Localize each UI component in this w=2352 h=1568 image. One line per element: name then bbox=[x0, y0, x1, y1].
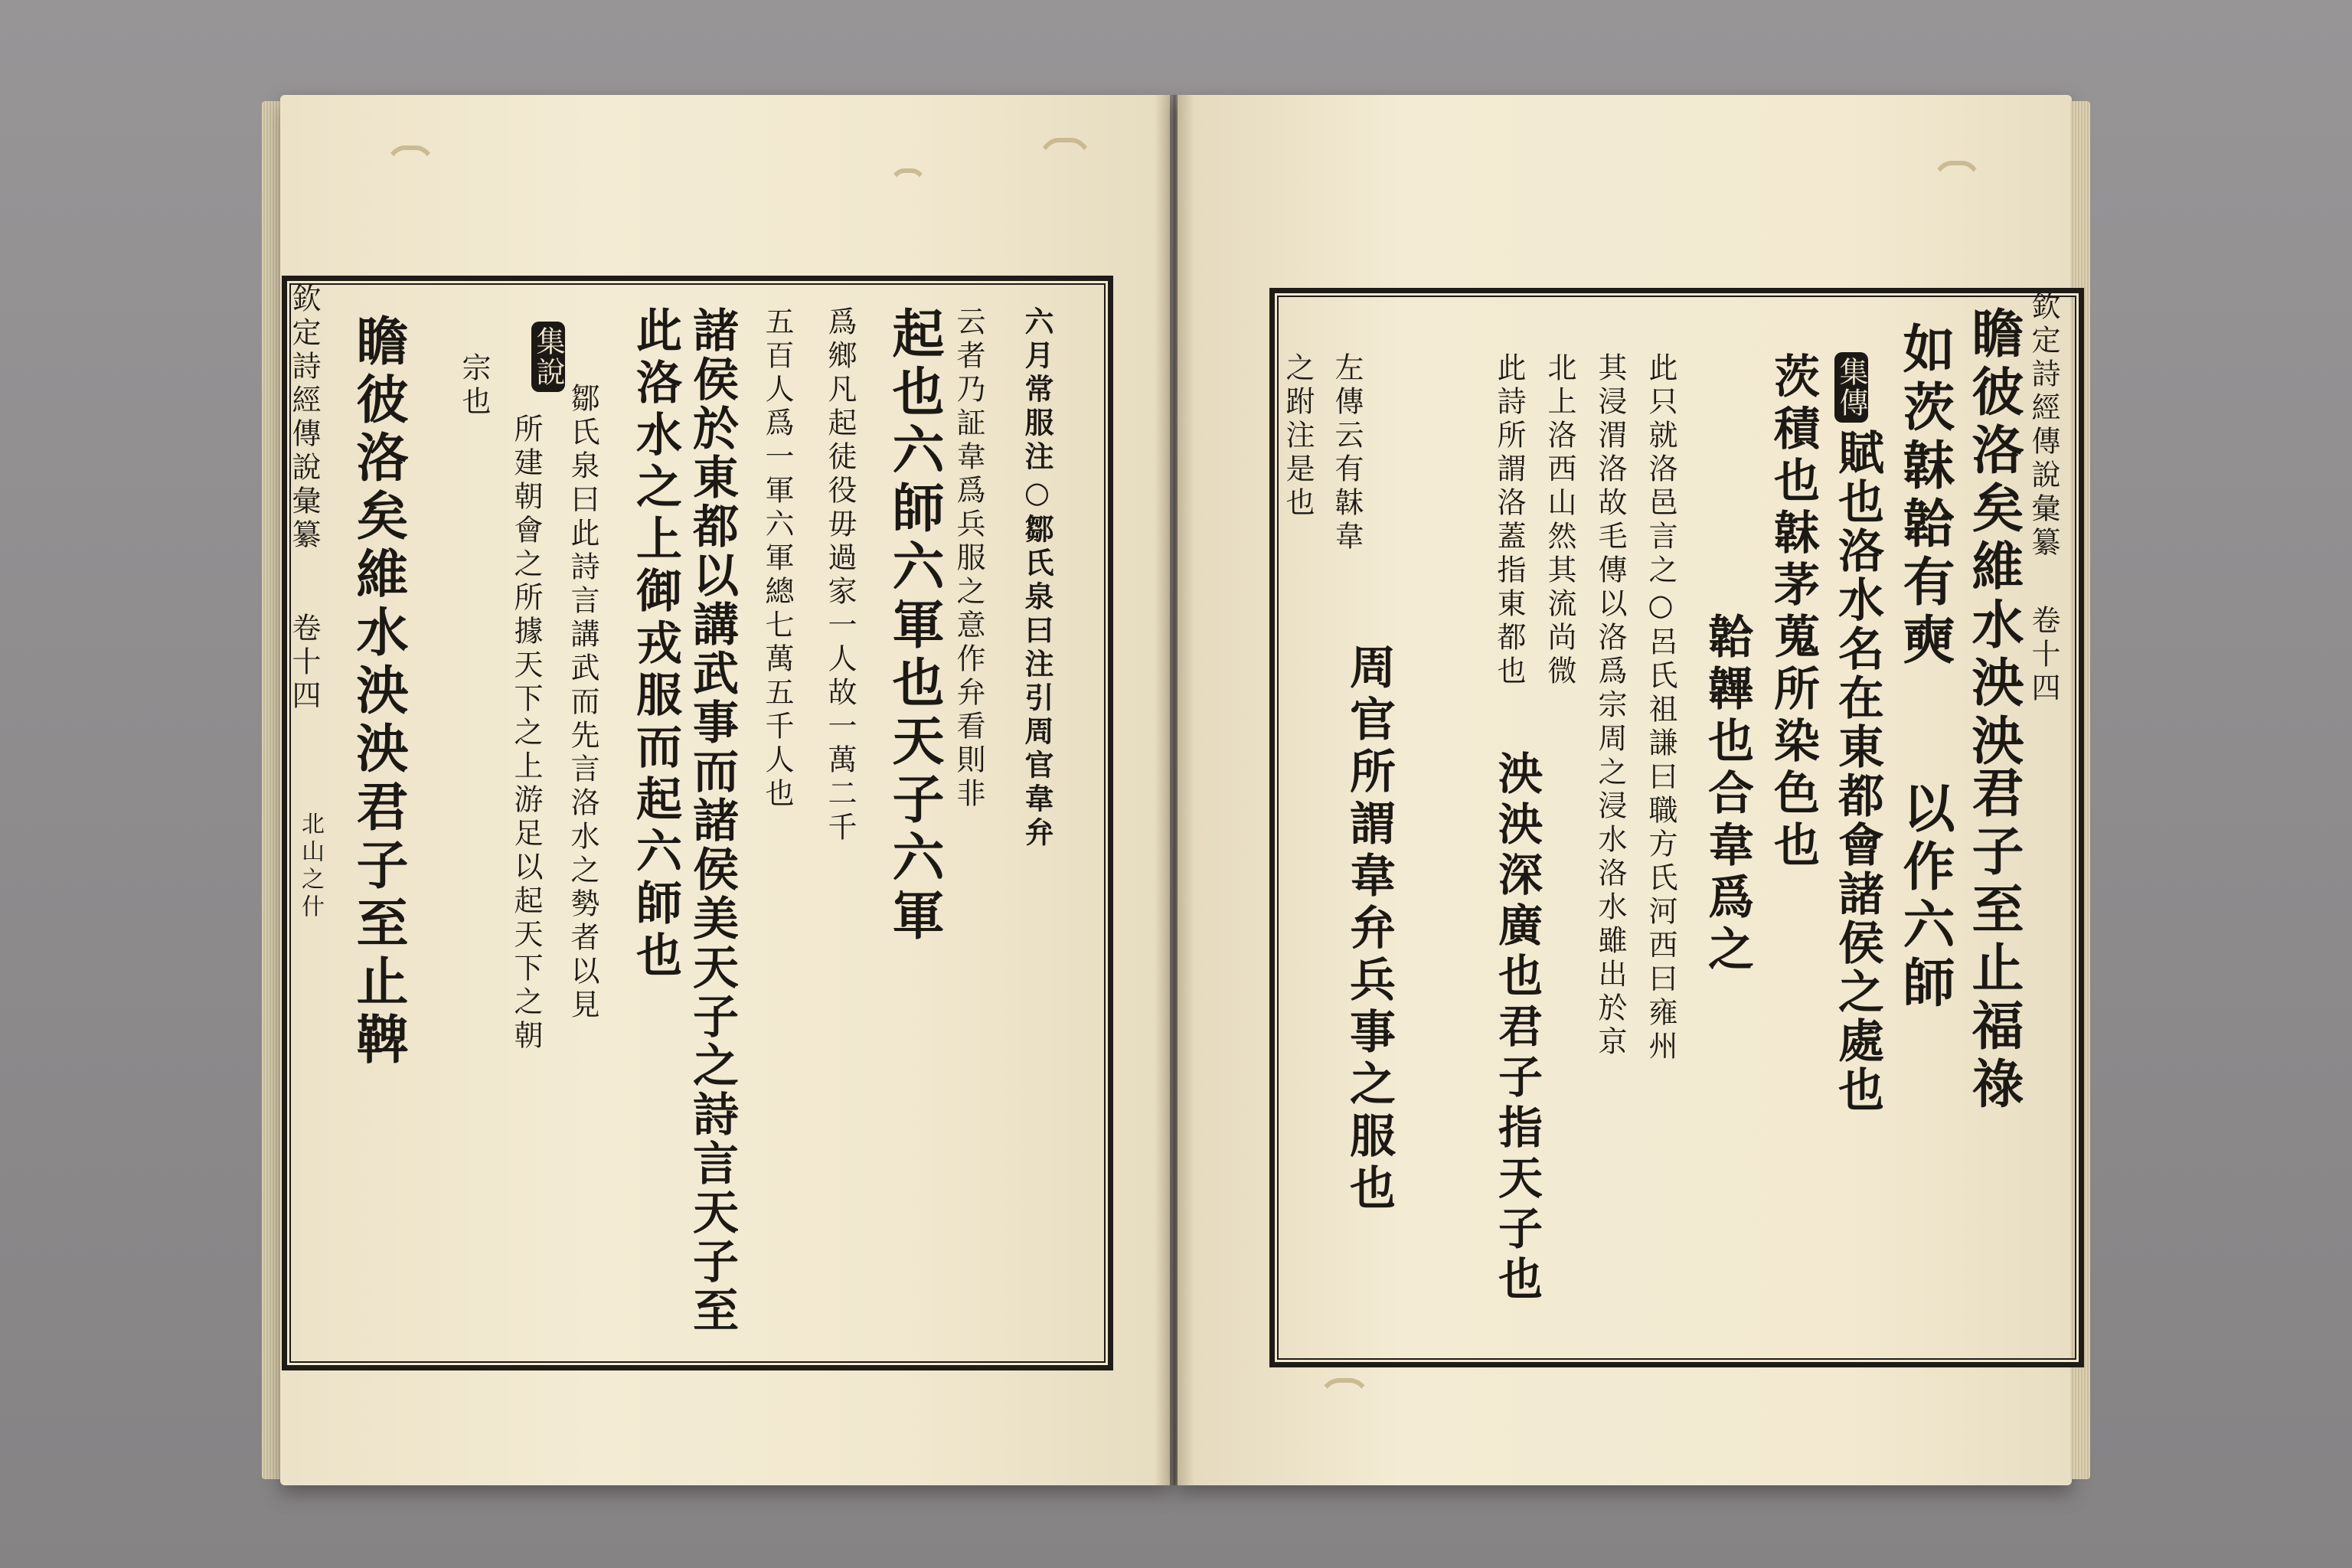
left-section-label: 北山之什 bbox=[297, 812, 324, 922]
left-text-column: 爲鄉凡起徒役毋過家一人故一萬二千 bbox=[823, 306, 857, 845]
book-gutter bbox=[1155, 95, 1194, 1485]
left-jishuo-block bbox=[531, 322, 565, 397]
left-text-column: 瞻彼洛矣維水泱泱君子至止鞞 bbox=[348, 314, 409, 1070]
left-juan-label: 卷十四 bbox=[287, 612, 321, 714]
jizhuan-label: 集傳 bbox=[1834, 352, 1868, 423]
jishuo-label: 集說 bbox=[531, 322, 565, 392]
right-text-column: 以作六師 bbox=[1894, 781, 1955, 1014]
right-text-column: 北上洛西山然其流尚微 bbox=[1543, 352, 1576, 689]
right-text-column: 之跗注是也 bbox=[1281, 352, 1315, 521]
left-margin-title: 欽定詩經傳說彙纂 bbox=[287, 283, 321, 553]
right-text-column: 左傳云有韎韋 bbox=[1330, 352, 1364, 554]
right-text-column: 君子至止福祿 bbox=[1963, 766, 2024, 1115]
right-jizhuan-block bbox=[1834, 352, 1868, 427]
right-juan-label: 卷十四 bbox=[2027, 605, 2060, 706]
right-text-column: 泱泱深廣也君子指天子也 bbox=[1491, 750, 1543, 1306]
right-text-column: 此詩所謂洛蓋指東都也 bbox=[1492, 352, 1526, 689]
left-text-column: 宗也 bbox=[457, 352, 491, 420]
right-text-column: 瞻彼洛矣維水泱泱 bbox=[1963, 306, 2024, 772]
wormhole-mark bbox=[888, 168, 928, 224]
left-text-column: 鄒氏泉曰此詩言講武而先言洛水之勢者以見 bbox=[566, 383, 599, 1023]
right-text-column: 如茨韎韐有奭 bbox=[1894, 322, 1955, 671]
wormhole-mark bbox=[1929, 161, 1984, 247]
left-text-column: 所建朝會之所據天下之上游足以起天下之朝 bbox=[509, 413, 543, 1054]
left-page-edge bbox=[262, 101, 282, 1479]
left-text-column: 五百人爲一軍六軍總七萬五千人也 bbox=[760, 306, 794, 812]
right-text-column: 茨積也韎茅蒐所染色也 bbox=[1766, 352, 1820, 873]
right-text-column: 此只就洛邑言之○呂氏祖謙曰職方氏河西曰雍州 bbox=[1644, 352, 1677, 1064]
wormhole-mark bbox=[383, 145, 438, 224]
right-margin-title: 欽定詩經傳說彙纂 bbox=[2027, 291, 2060, 560]
left-text-column: 云者乃証韋爲兵服之意作弁看則非 bbox=[952, 306, 985, 812]
left-text-column: 此洛水之上御戎服而起六師也 bbox=[629, 306, 682, 983]
left-text-column: 起也六師六軍也天子六軍 bbox=[884, 306, 945, 946]
wormhole-mark bbox=[1317, 1378, 1372, 1449]
wormhole-mark bbox=[1034, 138, 1096, 239]
right-text-column: 韐韠也合韋爲之 bbox=[1700, 612, 1754, 977]
left-text-column: 六月常服注○鄒氏泉曰注引周官韋弁 bbox=[1020, 306, 1054, 851]
right-text-column: 周官所謂韋弁兵事之服也 bbox=[1342, 643, 1396, 1216]
right-text-column: 賦也洛水名在東都會諸侯之處也 bbox=[1831, 429, 1884, 1115]
left-text-column: 諸侯於東都以講武事而諸侯美天子之詩言天子至 bbox=[685, 306, 739, 1335]
right-text-column: 其浸渭洛故毛傳以洛爲宗周之浸水洛水雖出於京 bbox=[1593, 352, 1627, 1060]
